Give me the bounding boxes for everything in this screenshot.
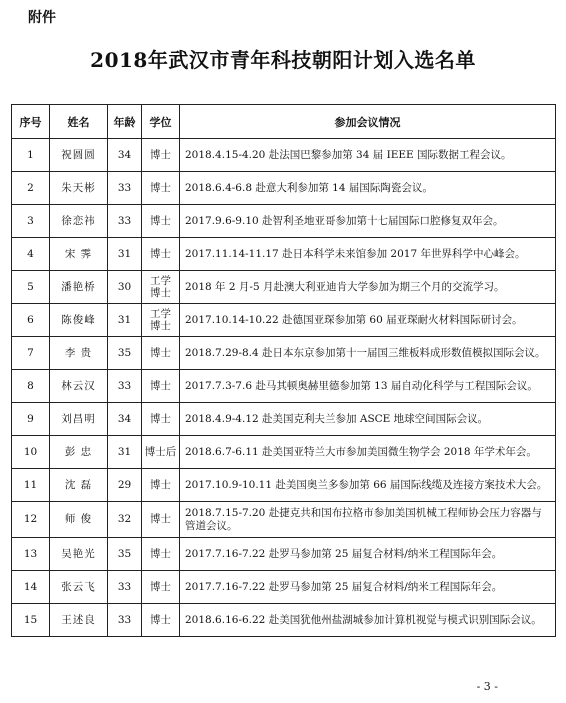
row-number-cell: 7 (12, 337, 50, 370)
table-row (12, 538, 556, 571)
name-cell: 宋 霁 (50, 238, 108, 271)
table-row (12, 403, 556, 436)
age-cell: 32 (108, 502, 142, 538)
row-number-cell: 5 (12, 271, 50, 304)
selection-list-table (11, 104, 556, 637)
table-row (12, 436, 556, 469)
degree-cell: 博士 (142, 502, 180, 538)
age-cell: 31 (108, 436, 142, 469)
row-number-cell: 14 (12, 571, 50, 604)
degree-cell: 博士 (142, 604, 180, 637)
name-cell: 祝圆圆 (50, 139, 108, 172)
degree-cell: 博士 (142, 403, 180, 436)
conference-info-cell: 2018.4.9-4.12 赴美国克利夫兰参加 ASCE 地球空间国际会议。 (180, 403, 556, 436)
name-cell: 师 俊 (50, 502, 108, 538)
name-cell: 刘昌明 (50, 403, 108, 436)
age-cell: 33 (108, 604, 142, 637)
degree-cell: 博士 (142, 469, 180, 502)
conference-info-cell: 2018.6.16-6.22 赴美国犹他州盐湖城参加计算机视觉与模式识别国际会议。 (180, 604, 556, 637)
name-cell: 徐恋祎 (50, 205, 108, 238)
degree-cell: 博士 (142, 139, 180, 172)
table-body (12, 139, 556, 637)
row-number-cell: 4 (12, 238, 50, 271)
table-header-row (12, 105, 556, 139)
table-row (12, 370, 556, 403)
degree-cell: 博士 (142, 172, 180, 205)
degree-cell: 博士 (142, 370, 180, 403)
age-cell: 35 (108, 538, 142, 571)
name-cell: 朱天彬 (50, 172, 108, 205)
name-cell: 陈俊峰 (50, 304, 108, 337)
table-row (12, 304, 556, 337)
conference-info-cell: 2018.6.4-6.8 赴意大利参加第 14 届国际陶瓷会议。 (180, 172, 556, 205)
column-header-degree: 学位 (142, 105, 180, 139)
table-row (12, 469, 556, 502)
conference-info-cell: 2018.4.15-4.20 赴法国巴黎参加第 34 届 IEEE 国际数据工程会议。 (180, 139, 556, 172)
table-row (12, 238, 556, 271)
age-cell: 33 (108, 571, 142, 604)
degree-cell: 博士后 (142, 436, 180, 469)
conference-info-cell: 2018.6.7-6.11 赴美国亚特兰大市参加美国微生物学会 2018 年学术年会。 (180, 436, 556, 469)
table-row (12, 571, 556, 604)
age-cell: 31 (108, 304, 142, 337)
name-cell: 林云汉 (50, 370, 108, 403)
table-row (12, 205, 556, 238)
row-number-cell: 1 (12, 139, 50, 172)
name-cell: 潘艳桥 (50, 271, 108, 304)
degree-cell: 博士 (142, 238, 180, 271)
table-row (12, 172, 556, 205)
row-number-cell: 15 (12, 604, 50, 637)
name-cell: 吴艳光 (50, 538, 108, 571)
column-header-age: 年龄 (108, 105, 142, 139)
age-cell: 29 (108, 469, 142, 502)
row-number-cell: 12 (12, 502, 50, 538)
conference-info-cell: 2017.7.16-7.22 赴罗马参加第 25 届复合材料/纳米工程国际年会。 (180, 571, 556, 604)
degree-cell: 博士 (142, 337, 180, 370)
degree-cell: 工学 博士 (142, 304, 180, 337)
table-row (12, 604, 556, 637)
age-cell: 33 (108, 205, 142, 238)
degree-cell: 工学 博士 (142, 271, 180, 304)
page-number: - 3 - (476, 680, 498, 693)
row-number-cell: 10 (12, 436, 50, 469)
table-row (12, 271, 556, 304)
document-title: 2018年武汉市青年科技朝阳计划入选名单 (90, 48, 476, 72)
name-cell: 沈 磊 (50, 469, 108, 502)
name-cell: 李 贵 (50, 337, 108, 370)
column-header-conference: 参加会议情况 (180, 105, 556, 139)
degree-cell: 博士 (142, 538, 180, 571)
age-cell: 33 (108, 172, 142, 205)
table-row (12, 502, 556, 538)
age-cell: 35 (108, 337, 142, 370)
age-cell: 34 (108, 403, 142, 436)
name-cell: 王述良 (50, 604, 108, 637)
conference-info-cell: 2017.10.9-10.11 赴美国奥兰多参加第 66 届国际线缆及连接方案技术大会。 (180, 469, 556, 502)
degree-cell: 博士 (142, 571, 180, 604)
table-row (12, 139, 556, 172)
conference-info-cell: 2017.11.14-11.17 赴日本科学未来馆参加 2017 年世界科学中心峰会。 (180, 238, 556, 271)
conference-info-cell: 2018.7.15-7.20 赴捷克共和国布拉格市参加美国机械工程师协会压力容器与管道会议。 (180, 502, 556, 538)
name-cell: 彭 忠 (50, 436, 108, 469)
row-number-cell: 3 (12, 205, 50, 238)
conference-info-cell: 2017.10.14-10.22 赴德国亚琛参加第 60 届亚琛耐火材料国际研讨会。 (180, 304, 556, 337)
age-cell: 33 (108, 370, 142, 403)
attachment-label: 附件 (28, 10, 56, 26)
row-number-cell: 8 (12, 370, 50, 403)
table-row (12, 337, 556, 370)
age-cell: 30 (108, 271, 142, 304)
row-number-cell: 11 (12, 469, 50, 502)
age-cell: 31 (108, 238, 142, 271)
conference-info-cell: 2017.7.3-7.6 赴马其顿奥赫里德参加第 13 届自动化科学与工程国际会议。 (180, 370, 556, 403)
conference-info-cell: 2017.9.6-9.10 赴智利圣地亚哥参加第十七届国际口腔修复双年会。 (180, 205, 556, 238)
conference-info-cell: 2018.7.29-8.4 赴日本东京参加第十一届国三维板料成形数值模拟国际会议。 (180, 337, 556, 370)
column-header-no: 序号 (12, 105, 50, 139)
row-number-cell: 2 (12, 172, 50, 205)
row-number-cell: 13 (12, 538, 50, 571)
conference-info-cell: 2017.7.16-7.22 赴罗马参加第 25 届复合材料/纳米工程国际年会。 (180, 538, 556, 571)
row-number-cell: 9 (12, 403, 50, 436)
degree-cell: 博士 (142, 205, 180, 238)
column-header-name: 姓名 (50, 105, 108, 139)
row-number-cell: 6 (12, 304, 50, 337)
name-cell: 张云飞 (50, 571, 108, 604)
conference-info-cell: 2018 年 2 月-5 月赴澳大利亚迪肯大学参加为期三个月的交流学习。 (180, 271, 556, 304)
age-cell: 34 (108, 139, 142, 172)
